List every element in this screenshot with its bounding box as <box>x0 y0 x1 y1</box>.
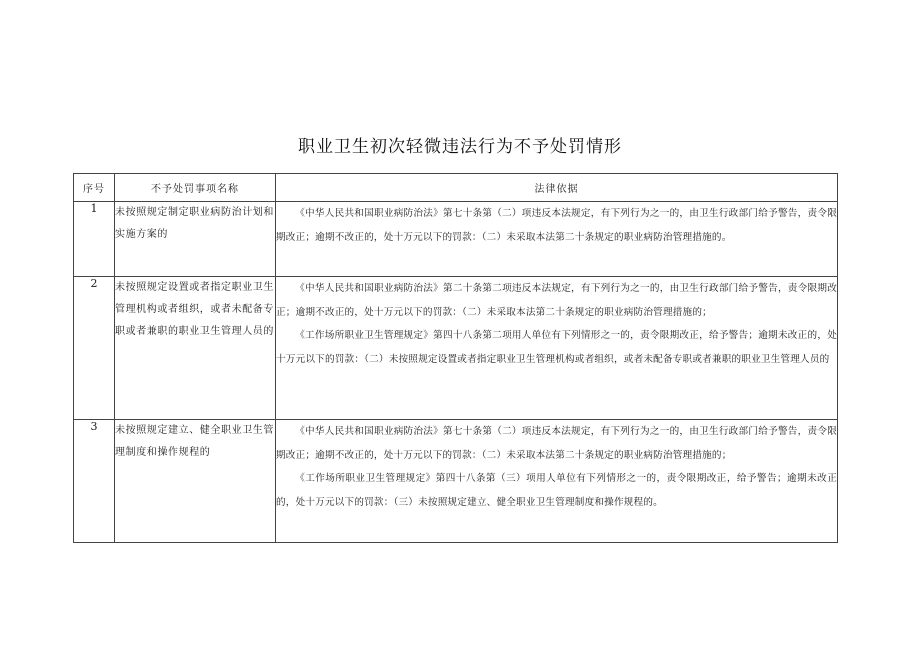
header-serial-number: 序号 <box>74 174 115 202</box>
row-legal-basis <box>276 277 838 420</box>
regulations-table <box>73 173 838 543</box>
legal-basis-paragraph: 《中华人民共和国职业病防治法》第二十条第二项违反本法规定，有下列行为之一的，由卫生行政部门给予警告，责令限期改正；逾期不改正的，处十万元以下的罚款：（二）未采取本法第二十条规定的职业病防治管理措施的； <box>276 283 837 318</box>
row-serial-number: 2 <box>74 277 115 420</box>
table-row <box>74 277 838 420</box>
legal-basis-paragraph: 《工作场所职业卫生管理规定》第四十八条第（三）项用人单位有下列情形之一的，责令限期改正，给予警告；逾期未改正的，处十万元以下的罚款：（三）未按照规定建立、健全职业卫生管理制度和操作规程的。 <box>276 473 837 508</box>
row-serial-number: 3 <box>74 420 115 543</box>
header-legal-basis: 法律依据 <box>276 174 838 202</box>
row-serial-number: 1 <box>74 202 115 277</box>
legal-basis-paragraph: 《中华人民共和国职业病防治法》第七十条第（二）项违反本法规定，有下列行为之一的，由卫生行政部门给予警告，责令限期改正；逾期不改正的，处十万元以下的罚款：（二）未采取本法第二十条规定的职业病防治管理措施的； <box>276 426 837 461</box>
row-legal-basis <box>276 420 838 543</box>
header-item-name: 不予处罚事项名称 <box>115 174 276 202</box>
table-header-row <box>74 174 838 202</box>
table-row <box>74 202 838 277</box>
legal-basis-paragraph: 《中华人民共和国职业病防治法》第七十条第（二）项违反本法规定，有下列行为之一的，由卫生行政部门给予警告，责令限期改正；逾期不改正的，处十万元以下的罚款：（二）未采取本法第二十条规定的职业病防治管理措施的。 <box>276 208 837 243</box>
page-title: 职业卫生初次轻微违法行为不予处罚情形 <box>298 137 622 157</box>
row-item-name: 未按照规定制定职业病防治计划和实施方案的 <box>115 202 276 277</box>
table-header <box>74 174 838 202</box>
table-row <box>74 420 838 543</box>
row-item-name: 未按照规定建立、健全职业卫生管理制度和操作规程的 <box>115 420 276 543</box>
legal-basis-paragraph: 《工作场所职业卫生管理规定》第四十八条第二项用人单位有下列情形之一的，责令限期改正，给予警告；逾期未改正的，处十万元以下的罚款：（二）未按照规定设置或者指定职业卫生管理机构或者组织，或者未配备专职或者兼职的职业卫生管理人员的 <box>276 330 837 365</box>
row-item-name: 未按照规定设置或者指定职业卫生管理机构或者组织，或者未配备专职或者兼职的职业卫生管理人员的 <box>115 277 276 420</box>
row-legal-basis <box>276 202 838 277</box>
table-body <box>74 202 838 543</box>
